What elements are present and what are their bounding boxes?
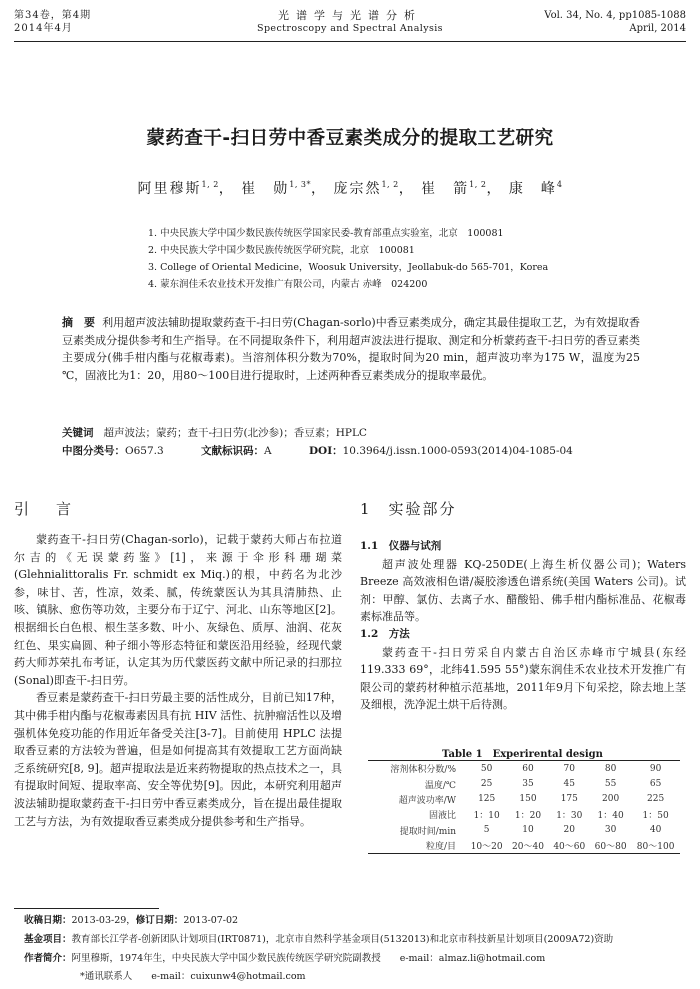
author: 庞宗然$^{1, 2}$， (333, 180, 415, 197)
keywords-block (62, 424, 640, 460)
experiment-body (360, 538, 686, 714)
author: 康 峰$^4$ (508, 180, 563, 197)
received-dates: 收稿日期：2013-03-29，修订日期：2013-07-02 (24, 915, 239, 926)
section-1-2-text: 蒙药查干-扫日劳采自内蒙古自治区赤峰市宁城县(东经119.333 69°，北纬41.595 55°)蒙东润佳禾农业技术开发推广有限公司的蒙药材种植示范基地，2011年9月下旬采挖，除去地上茎及细根，洗净泥土烘干后待测。 (360, 645, 686, 712)
doc-code-label: 文献标识码： (201, 445, 265, 457)
corresponding-author: *通讯联系人 e-mail：cuixunw4@hotmail.com (80, 971, 306, 983)
issue-date-en: April, 2014 (629, 23, 686, 34)
classification-line (62, 442, 640, 460)
journal-name-zh: 光谱学与光谱分析 (278, 9, 422, 22)
volume-pages: Vol. 34, No. 4, pp1085-1088 (544, 10, 686, 21)
paper-title: 蒙药查干-扫日劳中香豆素类成分的提取工艺研究 (146, 128, 554, 149)
affiliation: 3. College of Oriental Medicine，Woosuk University，Jeollabuk-do 565-701，Korea (148, 262, 549, 273)
author-bio: 作者简介：阿里穆斯，1974年生，中央民族大学中国少数民族传统医学研究院副教授 e-mail：almaz.li@hotmail.com (24, 952, 546, 964)
doi: 10.3964/j.issn.1000-0593(2014)04-1085-04 (342, 445, 573, 457)
affiliation: 1. 中央民族大学中国少数民族传统医学国家民委-教育部重点实验室，北京 100081 (148, 228, 504, 239)
abstract-label: 摘 要 (62, 316, 96, 329)
abstract (62, 314, 640, 384)
table-row: 粒度/目 10～20 20～40 40～60 60～80 80～100 (368, 838, 680, 854)
keywords-text: 超声波法；蒙药；查干-扫日劳(北沙参)；香豆素；HPLC (103, 427, 367, 439)
author: 崔 勋$^{1, 3*}$， (241, 180, 327, 197)
intro-paragraph-2: 香豆素是蒙药查干-扫日劳最主要的活性成分，目前已知17种，其中佛手柑内酯与花椒毒素因具有抗 HIV 活性、抗肿瘤活性以及增强机体免疫功能的作用近年备受关注[3-7]。目前使用 HPLC 法提取香豆素的方法较为普遍，但是如何提高其有效提取工艺方面尚缺乏系统研究[8, 9]。超声提取法是近来药物提取的热点技术之一，具有提取时间短、提取率高、安全等优势[9]。因此，本研究利用超声波法辅助提取蒙药查干-扫日劳中香豆素类成分，旨在提出最佳提取工艺与方法，为有效提取香豆素类成分提供参考和生产指导。 (14, 691, 342, 828)
table-row: 提取时间/min 5 10 20 30 40 (399, 825, 662, 837)
footnotes (24, 912, 688, 987)
header-rule (14, 41, 686, 42)
running-header-right (544, 9, 686, 35)
table-1 (368, 760, 680, 854)
section-1-1-text: 超声波处理器 KQ-250DE(上海生析仪器公司)；Waters Breeze 高效液相色谱/凝胶渗透色谱系统(美国 Waters 公司)。试剂：甲醇、氯仿、去离子水、醋酸铅、佛手柑内酯标准品、花椒毒素标准品等。 (360, 557, 686, 624)
table-row: 溶剂体积分数/% 50 60 70 80 90 (368, 761, 680, 777)
table-1-title: Table 1 Experirental design (442, 749, 603, 760)
table-row: 超声波功率/W 125 150 175 200 225 (398, 794, 665, 806)
section-1-2-heading: 1.2 方法 (360, 627, 410, 640)
keywords-label: 关键词 (62, 427, 94, 439)
section-1-1-heading: 1.1 仪器与试剂 (360, 540, 442, 552)
intro-paragraph-1: 蒙药查干-扫日劳(Chagan-sorlo)，记载于蒙药大师占布拉道尔吉的《无误蒙药鉴》[1]，来源于伞形科珊瑚菜(Glehnialittoralis Fr. schmidt ex Miq.)的根，中药名为北沙参，味甘、苦，性凉，效柔、腻，传统蒙医认为其具清肺热、止咳、镇脉、愈伤等功效，主要分布于辽宁、河北、山东等地区[2]。根据细长白色根、根生茎多数、叶小、灰绿色、质厚、油润、花灰红色、果实扁圆、种子细小等形态特征和蒙医沿用经验，经现代蒙药大师苏荣扎布考证，认定其为历代蒙医药文献中所记录的扫那拉(Sonal)即查干-扫日劳。 (14, 533, 342, 687)
abstract-text: 利用超声波法辅助提取蒙药查干-扫日劳(Chagan-sorlo)中香豆素类成分，确定其最佳提取工艺，为有效提取香豆素类成分提供参考和生产指导。在不同提取条件下，利用超声波法进行提取、测定和分析蒙药查干-扫日劳的香豆素类主要成分(佛手柑内酯与花椒毒素)。当溶剂体积分数为70%，提取时间为20 min，超声波功率为175 W，温度为25 ℃，固液比为1：20，用80～100目进行提取时，上述两种香豆素类成分的提取率最优。 (62, 316, 641, 382)
footnote-rule (14, 908, 159, 909)
journal-name-en: Spectroscopy and Spectral Analysis (257, 23, 443, 34)
clc-label: 中图分类号： (62, 445, 125, 457)
author: 崔 箭$^{1, 2}$， (421, 180, 503, 197)
funding-note: 基金项目：教育部长江学者-创新团队计划项目(IRT0871)，北京市自然科学基金项目(5132013)和北京市科技新星计划项目(2009A72)资助 (24, 933, 614, 945)
clc-number: O657.3 (125, 445, 164, 457)
table-row: 温度/℃ 25 35 45 55 65 (424, 779, 662, 791)
affiliation: 4. 蒙东润佳禾农业技术开发推广有限公司，内蒙古 赤峰 024200 (148, 279, 428, 290)
intro-body (14, 531, 342, 830)
doi-label: DOI： (308, 445, 343, 457)
intro-heading: 引 言 (14, 500, 78, 518)
keywords-line (62, 424, 640, 442)
doc-code: A (264, 445, 272, 457)
author: 阿里穆斯$^{1, 2}$， (137, 180, 235, 197)
volume-issue: 第34卷，第4期 (14, 10, 92, 21)
affiliation: 2. 中央民族大学中国少数民族传统医学研究院，北京 100081 (148, 245, 415, 256)
affiliation-list (148, 225, 548, 293)
issue-date: 2014年4月 (14, 23, 73, 34)
table-row: 固液比 1：10 1：20 1：30 1：40 1：50 (428, 811, 669, 822)
experiment-heading: 1 实验部分 (360, 500, 457, 518)
author-list (0, 178, 700, 198)
